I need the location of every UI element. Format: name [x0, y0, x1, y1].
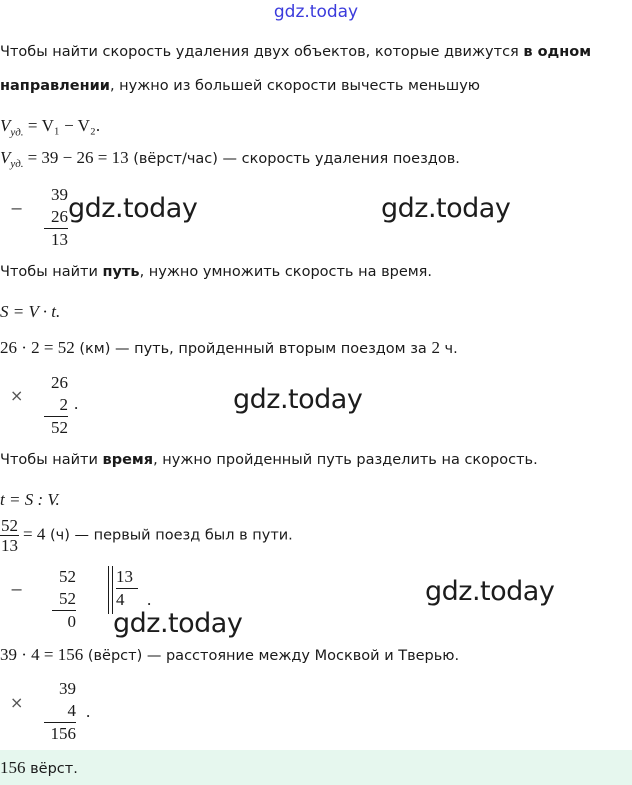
- result: 52: [51, 418, 68, 437]
- text: , нужно умножить скорость на время.: [139, 264, 433, 280]
- answer-text: вёрст.: [25, 761, 78, 777]
- operand: 39: [59, 679, 76, 698]
- calc-expression: = 39 − 26 = 13: [27, 148, 129, 167]
- division-divisor: [116, 566, 138, 611]
- calc-text: (ч) — первый поезд был в пути.: [45, 527, 293, 544]
- calc-line-3: [0, 516, 293, 555]
- column-multiplication: [44, 678, 76, 745]
- numerator: 52: [1, 516, 18, 535]
- paragraph-rule-1: [0, 44, 591, 60]
- text: Чтобы найти скорость удаления двух объектов, которые движутся: [0, 44, 524, 60]
- division-dividend: [52, 566, 76, 633]
- calc-expression: = 4: [23, 524, 46, 544]
- period: .: [74, 394, 79, 413]
- formula-sub: уд.: [10, 126, 24, 139]
- bold-text: путь: [102, 264, 140, 280]
- dividend: 52: [59, 567, 76, 586]
- column-subtraction: [44, 184, 68, 251]
- multiply-sign: ×: [10, 386, 24, 405]
- calc-line-4: [0, 645, 459, 665]
- bold-text: в одном: [523, 44, 592, 60]
- bold-text: направлении: [0, 78, 110, 94]
- calc-number: 2: [431, 338, 440, 357]
- column-multiplication: [44, 372, 68, 439]
- calc-line-2: [0, 338, 458, 358]
- result: 13: [51, 230, 68, 249]
- formula-vud: [0, 116, 100, 138]
- operand: 26: [51, 373, 68, 392]
- text: , нужно пройденный путь разделить на скорость.: [153, 452, 538, 468]
- calc-expression: 39 · 4 = 156: [0, 645, 84, 664]
- denominator: 13: [1, 536, 18, 555]
- division-bar: [108, 566, 109, 614]
- paragraph-rule-3: [0, 452, 538, 468]
- paragraph-rule-1-cont: [0, 78, 480, 94]
- watermark: gdz.today: [113, 608, 243, 639]
- minus-sign: −: [10, 580, 24, 599]
- calc-text: ч.: [439, 341, 458, 357]
- calc-expression: 26 · 2 = 52: [0, 338, 75, 357]
- formula-var: V: [0, 148, 11, 167]
- divisor: 13: [116, 566, 138, 589]
- watermark: gdz.today: [68, 193, 198, 224]
- answer-line: [0, 758, 78, 778]
- operand: 4: [44, 700, 76, 723]
- fraction: [0, 516, 19, 555]
- operand: 39: [51, 185, 68, 204]
- calc-text: (вёрст) — расстояние между Москвой и Тверью.: [83, 648, 460, 664]
- formula-path: S = V · t.: [0, 302, 61, 321]
- formula-var: V: [0, 116, 11, 135]
- calc-text: (км) — путь, пройденный вторым поездом за: [74, 341, 432, 357]
- formula-sub: уд.: [10, 157, 24, 170]
- watermark: gdz.today: [425, 576, 555, 607]
- formula-rhs: = V₁ − V₂.: [27, 116, 101, 135]
- answer-box: [0, 750, 632, 785]
- subtrahend: 52: [52, 588, 76, 611]
- calc-text: (вёрст/час) — скорость удаления поездов.: [128, 151, 460, 167]
- operand: 26: [44, 206, 68, 229]
- watermark-top: gdz.today: [273, 2, 359, 22]
- period: .: [147, 590, 152, 609]
- calc-line-1: [0, 148, 460, 170]
- result: 156: [50, 724, 76, 743]
- operand: 2: [44, 394, 68, 417]
- watermark: gdz.today: [381, 193, 511, 224]
- quotient: 4: [116, 590, 125, 609]
- bold-text: время: [102, 452, 154, 468]
- division-bar-inner: [112, 566, 113, 614]
- formula-time: t = S : V.: [0, 490, 60, 509]
- answer-value: 156: [0, 758, 26, 777]
- multiply-sign: ×: [10, 693, 24, 712]
- text: Чтобы найти: [0, 264, 103, 280]
- text: , нужно из большей скорости вычесть меньшую: [109, 78, 480, 94]
- text: Чтобы найти: [0, 452, 103, 468]
- period: .: [86, 702, 91, 721]
- paragraph-rule-2: [0, 264, 432, 280]
- minus-sign: −: [10, 199, 24, 218]
- watermark: gdz.today: [233, 384, 363, 415]
- remainder: 0: [67, 612, 76, 631]
